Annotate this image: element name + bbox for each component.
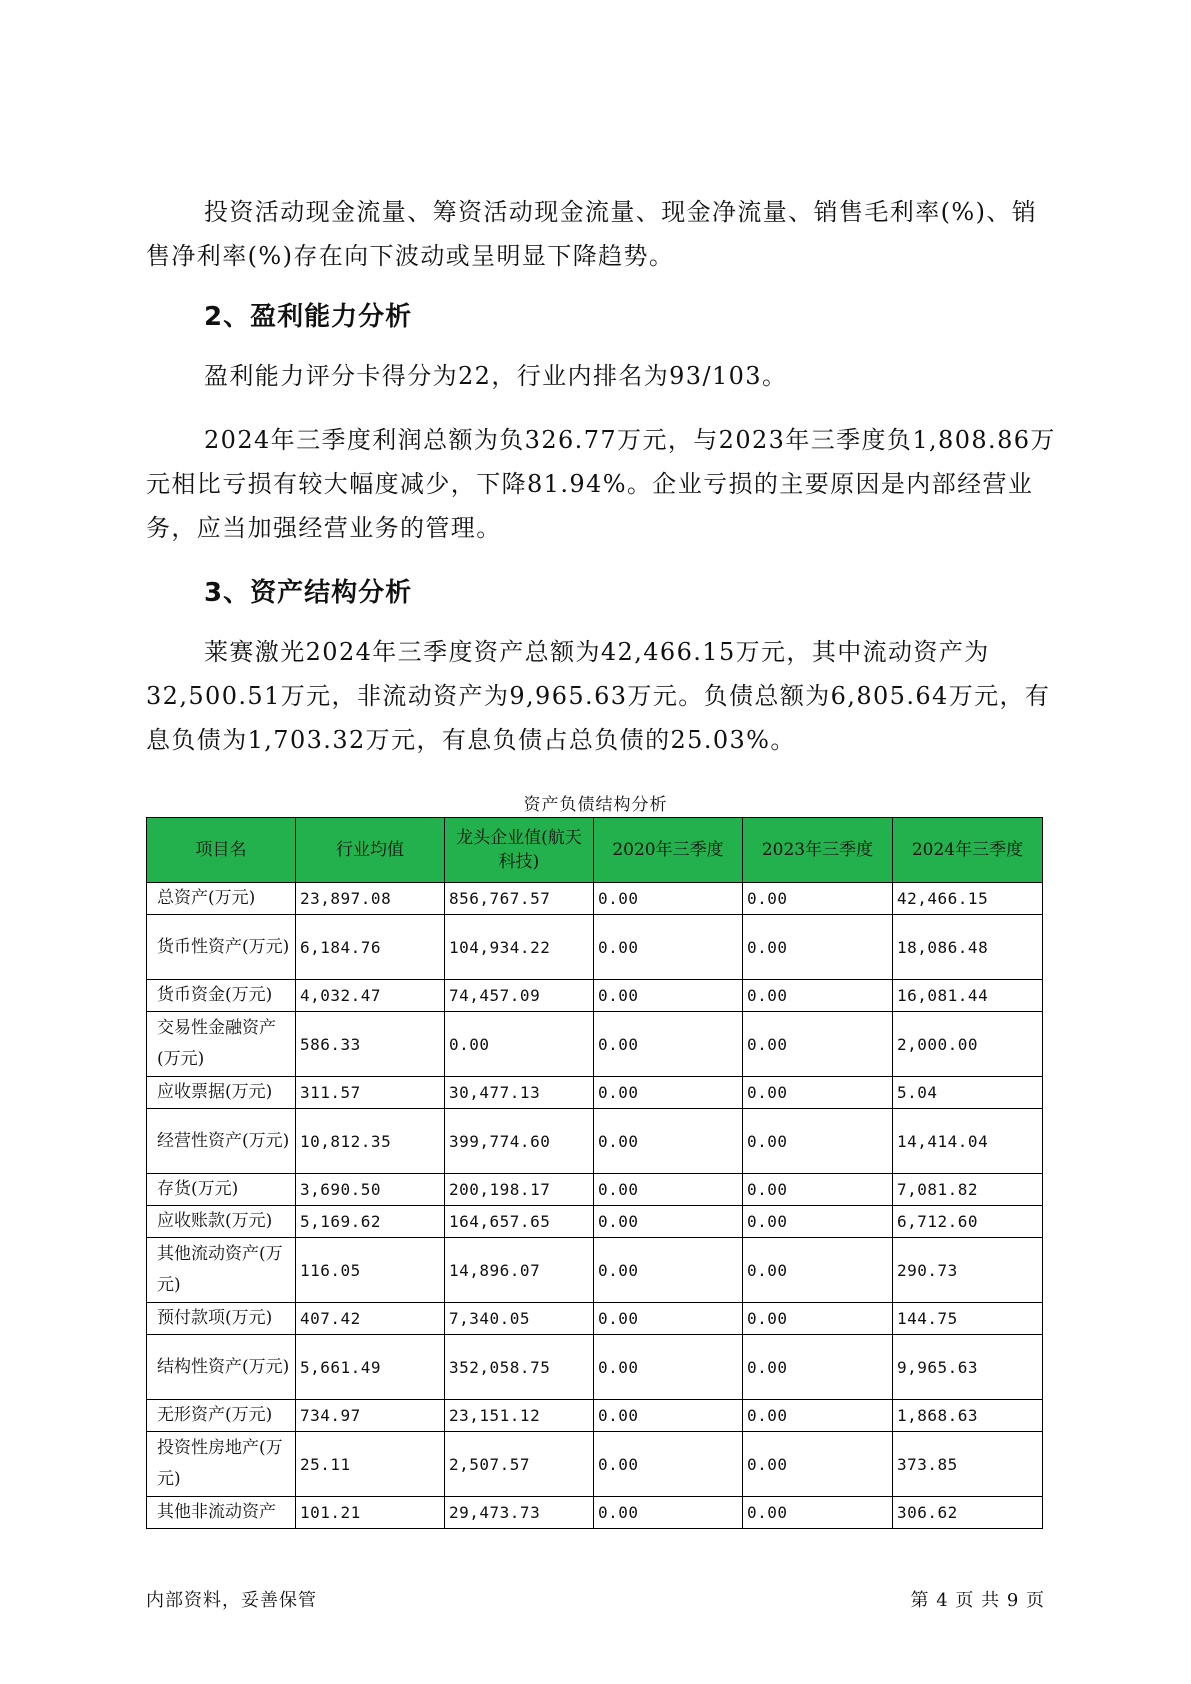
- table-cell: 6,712.60: [893, 1206, 1043, 1238]
- footer-page-number: 第 4 页 共 9 页: [910, 1590, 1045, 1611]
- header-cell: 2024年三季度: [893, 818, 1043, 883]
- table-cell: 0.00: [743, 1012, 893, 1077]
- table-cell: 5,169.62: [296, 1206, 445, 1238]
- header-cell: 2020年三季度: [594, 818, 743, 883]
- table-cell: 101.21: [296, 1497, 445, 1529]
- footer-confidential-note: 内部资料，妥善保管: [146, 1590, 317, 1611]
- table-row: [147, 1077, 1043, 1109]
- table-cell: 0.00: [743, 1174, 893, 1206]
- table-cell: 586.33: [296, 1012, 445, 1077]
- table-header-row: [147, 818, 1043, 883]
- table-cell: 3,690.50: [296, 1174, 445, 1206]
- table-cell: 0.00: [743, 1206, 893, 1238]
- table-cell: 200,198.17: [445, 1174, 594, 1206]
- table-row: [147, 915, 1043, 980]
- table-cell: 5.04: [893, 1077, 1043, 1109]
- table-cell: 0.00: [743, 1432, 893, 1497]
- row-label: 货币资金(万元): [147, 980, 296, 1012]
- table-row: [147, 1400, 1043, 1432]
- table-cell: 7,340.05: [445, 1303, 594, 1335]
- table-cell: 23,897.08: [296, 883, 445, 915]
- table-row: [147, 980, 1043, 1012]
- table-cell: 14,896.07: [445, 1238, 594, 1303]
- table-cell: 2,000.00: [893, 1012, 1043, 1077]
- table-cell: 5,661.49: [296, 1335, 445, 1400]
- table-cell: 0.00: [743, 980, 893, 1012]
- table-cell: 0.00: [594, 1012, 743, 1077]
- table-cell: 0.00: [594, 883, 743, 915]
- row-label: 存货(万元): [147, 1174, 296, 1206]
- table-cell: 0.00: [743, 1077, 893, 1109]
- table-cell: 23,151.12: [445, 1400, 594, 1432]
- table-cell: 14,414.04: [893, 1109, 1043, 1174]
- row-label: 其他非流动资产: [147, 1497, 296, 1529]
- row-label: 投资性房地产(万元): [147, 1432, 296, 1497]
- table-row: [147, 1238, 1043, 1303]
- table-cell: 0.00: [743, 883, 893, 915]
- table-cell: 0.00: [594, 980, 743, 1012]
- table-cell: 399,774.60: [445, 1109, 594, 1174]
- table-row: [147, 1303, 1043, 1335]
- table-cell: 0.00: [743, 1109, 893, 1174]
- table-cell: 7,081.82: [893, 1174, 1043, 1206]
- table-row: [147, 1109, 1043, 1174]
- header-cell: 2023年三季度: [743, 818, 893, 883]
- header-cell: 项目名: [147, 818, 296, 883]
- row-label: 无形资产(万元): [147, 1400, 296, 1432]
- row-label: 应收票据(万元): [147, 1077, 296, 1109]
- paragraph-profit-detail: 2024年三季度利润总额为负326.77万元，与2023年三季度负1,808.86万元相比亏损有较大幅度减少，下降81.94%。企业亏损的主要原因是内部经营业务，应当加强经营业务的管理。: [146, 426, 1056, 542]
- row-label: 总资产(万元): [147, 883, 296, 915]
- table-cell: 0.00: [594, 1174, 743, 1206]
- table-cell: 0.00: [743, 1400, 893, 1432]
- paragraph-profit-score: 盈利能力评分卡得分为22，行业内排名为93/103。: [204, 362, 788, 390]
- table-cell: 856,767.57: [445, 883, 594, 915]
- table-cell: 0.00: [743, 1497, 893, 1529]
- row-label: 交易性金融资产(万元): [147, 1012, 296, 1077]
- table-cell: 306.62: [893, 1497, 1043, 1529]
- table-cell: 290.73: [893, 1238, 1043, 1303]
- table-cell: 407.42: [296, 1303, 445, 1335]
- table-row: [147, 1497, 1043, 1529]
- table-caption: 资产负债结构分析: [523, 795, 668, 815]
- section-heading-asset-structure: 3、资产结构分析: [204, 578, 413, 608]
- row-label: 预付款项(万元): [147, 1303, 296, 1335]
- table-cell: 116.05: [296, 1238, 445, 1303]
- table-cell: 4,032.47: [296, 980, 445, 1012]
- table-cell: 0.00: [594, 1109, 743, 1174]
- table-cell: 0.00: [594, 1303, 743, 1335]
- table-cell: 0.00: [594, 1497, 743, 1529]
- table-cell: 373.85: [893, 1432, 1043, 1497]
- table-cell: 6,184.76: [296, 915, 445, 980]
- row-label: 结构性资产(万元): [147, 1335, 296, 1400]
- table-row: [147, 1432, 1043, 1497]
- table-cell: 164,657.65: [445, 1206, 594, 1238]
- table-cell: 0.00: [743, 1238, 893, 1303]
- table-cell: 10,812.35: [296, 1109, 445, 1174]
- asset-liability-table: [146, 817, 1043, 1529]
- table-cell: 2,507.57: [445, 1432, 594, 1497]
- table-cell: 0.00: [594, 1077, 743, 1109]
- table-cell: 352,058.75: [445, 1335, 594, 1400]
- table-cell: 0.00: [743, 915, 893, 980]
- table-cell: 0.00: [594, 1335, 743, 1400]
- table-cell: 0.00: [594, 1238, 743, 1303]
- paragraph-trend: 投资活动现金流量、筹资活动现金流量、现金净流量、销售毛利率(%)、销售净利率(%)存在向下波动或呈明显下降趋势。: [146, 198, 1038, 270]
- table-cell: 42,466.15: [893, 883, 1043, 915]
- table-cell: 1,868.63: [893, 1400, 1043, 1432]
- table-cell: 16,081.44: [893, 980, 1043, 1012]
- paragraph-asset-summary: 莱赛激光2024年三季度资产总额为42,466.15万元，其中流动资产为32,500.51万元，非流动资产为9,965.63万元。负债总额为6,805.64万元，有息负债为1,703.32万元，有息负债占总负债的25.03%。: [146, 638, 1051, 754]
- section-heading-profitability: 2、盈利能力分析: [204, 302, 413, 332]
- header-cell: 行业均值: [296, 818, 445, 883]
- row-label: 应收账款(万元): [147, 1206, 296, 1238]
- table-cell: 0.00: [445, 1012, 594, 1077]
- table-cell: 0.00: [594, 1432, 743, 1497]
- table-row: [147, 883, 1043, 915]
- table-row: [147, 1206, 1043, 1238]
- table-cell: 0.00: [743, 1335, 893, 1400]
- table-cell: 144.75: [893, 1303, 1043, 1335]
- table-cell: 18,086.48: [893, 915, 1043, 980]
- table-cell: 104,934.22: [445, 915, 594, 980]
- table-cell: 0.00: [594, 915, 743, 980]
- table-row: [147, 1174, 1043, 1206]
- table-row: [147, 1335, 1043, 1400]
- table-cell: 74,457.09: [445, 980, 594, 1012]
- row-label: 经营性资产(万元): [147, 1109, 296, 1174]
- table-cell: 9,965.63: [893, 1335, 1043, 1400]
- table-row: [147, 1012, 1043, 1077]
- table-cell: 25.11: [296, 1432, 445, 1497]
- table-cell: 311.57: [296, 1077, 445, 1109]
- row-label: 货币性资产(万元): [147, 915, 296, 980]
- table-cell: 0.00: [743, 1303, 893, 1335]
- row-label: 其他流动资产(万元): [147, 1238, 296, 1303]
- table-cell: 29,473.73: [445, 1497, 594, 1529]
- table-cell: 0.00: [594, 1400, 743, 1432]
- table-cell: 30,477.13: [445, 1077, 594, 1109]
- table-cell: 734.97: [296, 1400, 445, 1432]
- table-cell: 0.00: [594, 1206, 743, 1238]
- header-cell: 龙头企业值(航天科技): [445, 818, 594, 883]
